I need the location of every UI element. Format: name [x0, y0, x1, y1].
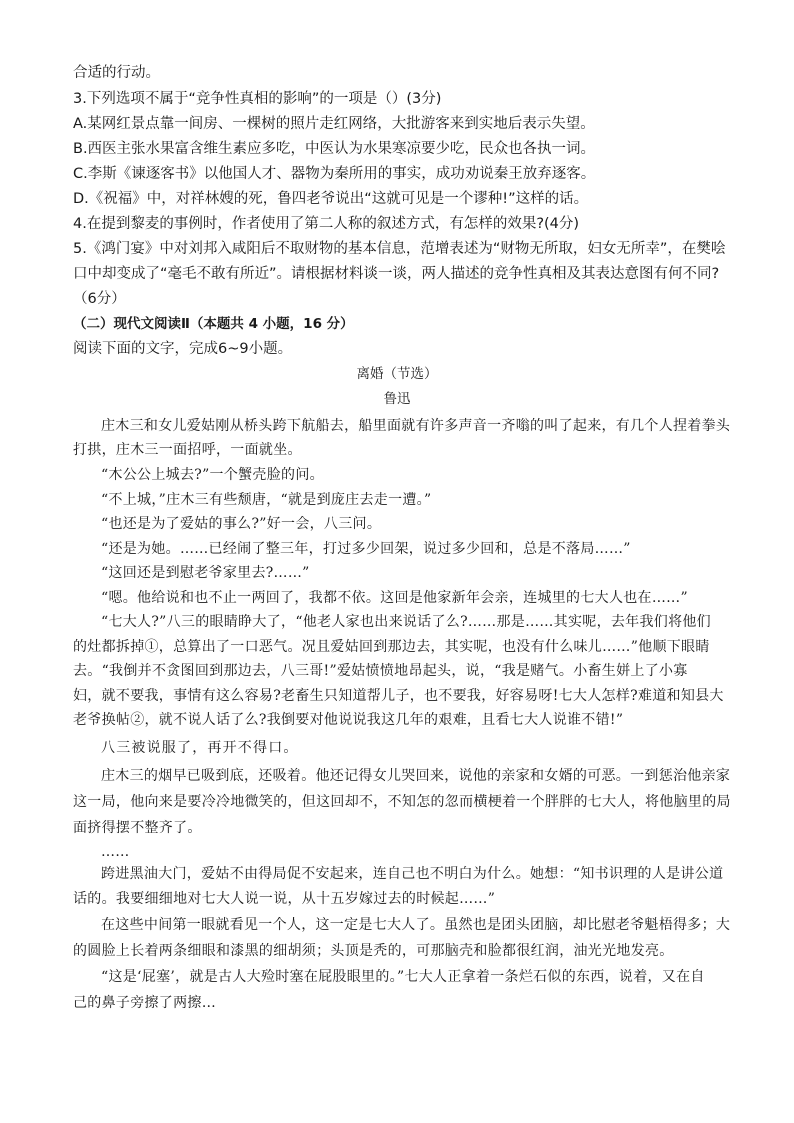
passage-line: 的圆脸上长着两条细眼和漆黑的细胡须；头顶是秃的，可那脑壳和脸都很红润，油光光地发亮。 — [73, 943, 674, 959]
section-heading: （二）现代文阅读Ⅱ（本题共 4 小题，16 分） — [73, 316, 354, 332]
q5-stem-line2: 口中却变成了“毫毛不敢有所近”。请根据材料谈一谈，两人描述的竞争性真相及其表达意图有何不同? — [73, 266, 720, 282]
q3-option-d: D.《祝福》中，对祥林嫂的死，鲁四老爷说出“这就可见是一个谬种!”这样的话。 — [73, 191, 589, 207]
q4-stem: 4.在提到黎麦的事例时，作者使用了第二人称的叙述方式，有怎样的效果?(4分) — [73, 216, 580, 232]
passage-line: “嗯。他给说和也不止一两回了，我都不依。这回是他家新年会亲，连城里的七大人也在……” — [101, 590, 688, 606]
passage-line: “也还是为了爱姑的事么?”好一会，八三问。 — [101, 516, 382, 532]
q5-stem-line1: 5.《鸿门宴》中对刘邦入咸阳后不取财物的基本信息，范增表述为“财物无所取，妇女无所幸”，在樊哙 — [73, 241, 726, 257]
passage-line: 庄木三的烟早已吸到底，还吸着。他还记得女儿哭回来，说他的亲家和女婿的可恶。一到惩治他亲家 — [101, 768, 731, 784]
passage-line: 己的鼻子旁擦了两擦… — [73, 995, 216, 1011]
passage-ellipsis: …… — [101, 844, 130, 860]
passage-line: “这回还是到慰老爷家里去?……” — [101, 565, 310, 581]
passage-line: 面挤得摆不整齐了。 — [73, 820, 202, 836]
q3-stem: 3.下列选项不属于“竞争性真相的影响”的一项是（）(3分) — [73, 91, 442, 107]
passage-line: “七大人?”八三的眼睛睁大了，“他老人家也出来说话了么?……那是……其实呢，去年我们将他们 — [101, 614, 711, 630]
q3-option-c: C.李斯《谏逐客书》以他国人才、器物为秦所用的事实，成功劝说秦王放弃逐客。 — [73, 166, 596, 182]
passage-line: 八三被说服了，再开不得口。 — [101, 740, 299, 756]
passage-author: 鲁迅 — [383, 391, 411, 407]
passage-line: “还是为她。……已经闹了整三年，打过多少回架，说过多少回和，总是不落局……” — [101, 541, 631, 557]
passage-line: “不上城，”庄木三有些颓唐，“就是到庞庄去走一遭。” — [101, 492, 432, 508]
passage-line: 庄木三和女儿爱姑刚从桥头跨下航船去，船里面就有许多声音一齐嗡的叫了起来，有几个人捏着拳头 — [101, 418, 731, 434]
passage-line: 话的。我要细细地对七大人说一说，从十五岁嫁过去的时候起……” — [73, 891, 496, 907]
passage-line: 打拱，庄木三一面招呼，一面就坐。 — [73, 442, 302, 458]
passage-line: “木公公上城去?”一个蟹壳脸的问。 — [101, 467, 324, 483]
passage-line: 的灶都拆掉①，总算出了一口恶气。况且爱姑回到那边去，其实呢，也没有什么味儿……”他顺下眼睛 — [73, 639, 710, 655]
section-instruction: 阅读下面的文字，完成6~9小题。 — [73, 341, 293, 357]
passage-title: 离婚（节选） — [356, 366, 438, 382]
q3-option-a: A.某网红景点靠一间房、一棵树的照片走红网络，大批游客来到实地后表示失望。 — [73, 116, 595, 132]
q2-tail-text: 合适的行动。 — [73, 65, 160, 81]
q3-option-b: B.西医主张水果富含维生素应多吃，中医认为水果寒凉要少吃，民众也各执一词。 — [73, 141, 596, 157]
passage-line: 这一局，他向来是要冷冷地微笑的，但这回却不，不知怎的忽而横梗着一个胖胖的七大人，将他脑里的局 — [73, 794, 731, 810]
q5-score: （6分） — [73, 291, 126, 307]
passage-line: 在这些中间第一眼就看见一个人，这一定是七大人了。虽然也是团头团脑，却比慰老爷魁梧得多；大 — [101, 917, 731, 933]
passage-line: 跨进黑油大门，爱姑不由得局促不安起来，连自己也不明白为什么。她想：“知书识理的人是讲公道 — [101, 866, 724, 882]
passage-line: 去。“我倒并不贪图回到那边去，八三哥!”爱姑愤愤地昂起头，说，“我是赌气。小畜生姘上了小寡 — [73, 663, 688, 679]
passage-line: 妇，就不要我，事情有这么容易?老畜生只知道帮儿子，也不要我，好容易呀!七大人怎样?难道和知县大 — [73, 688, 724, 704]
passage-line: 老爷换帖②，就不说人话了么?我倒要对他说说我这几年的艰难，且看七大人说谁不错!” — [73, 712, 624, 728]
passage-line: “这是‘屁塞’，就是古人大殓时塞在屁股眼里的。”七大人正拿着一条烂石似的东西，说着，又在自 — [101, 969, 705, 985]
